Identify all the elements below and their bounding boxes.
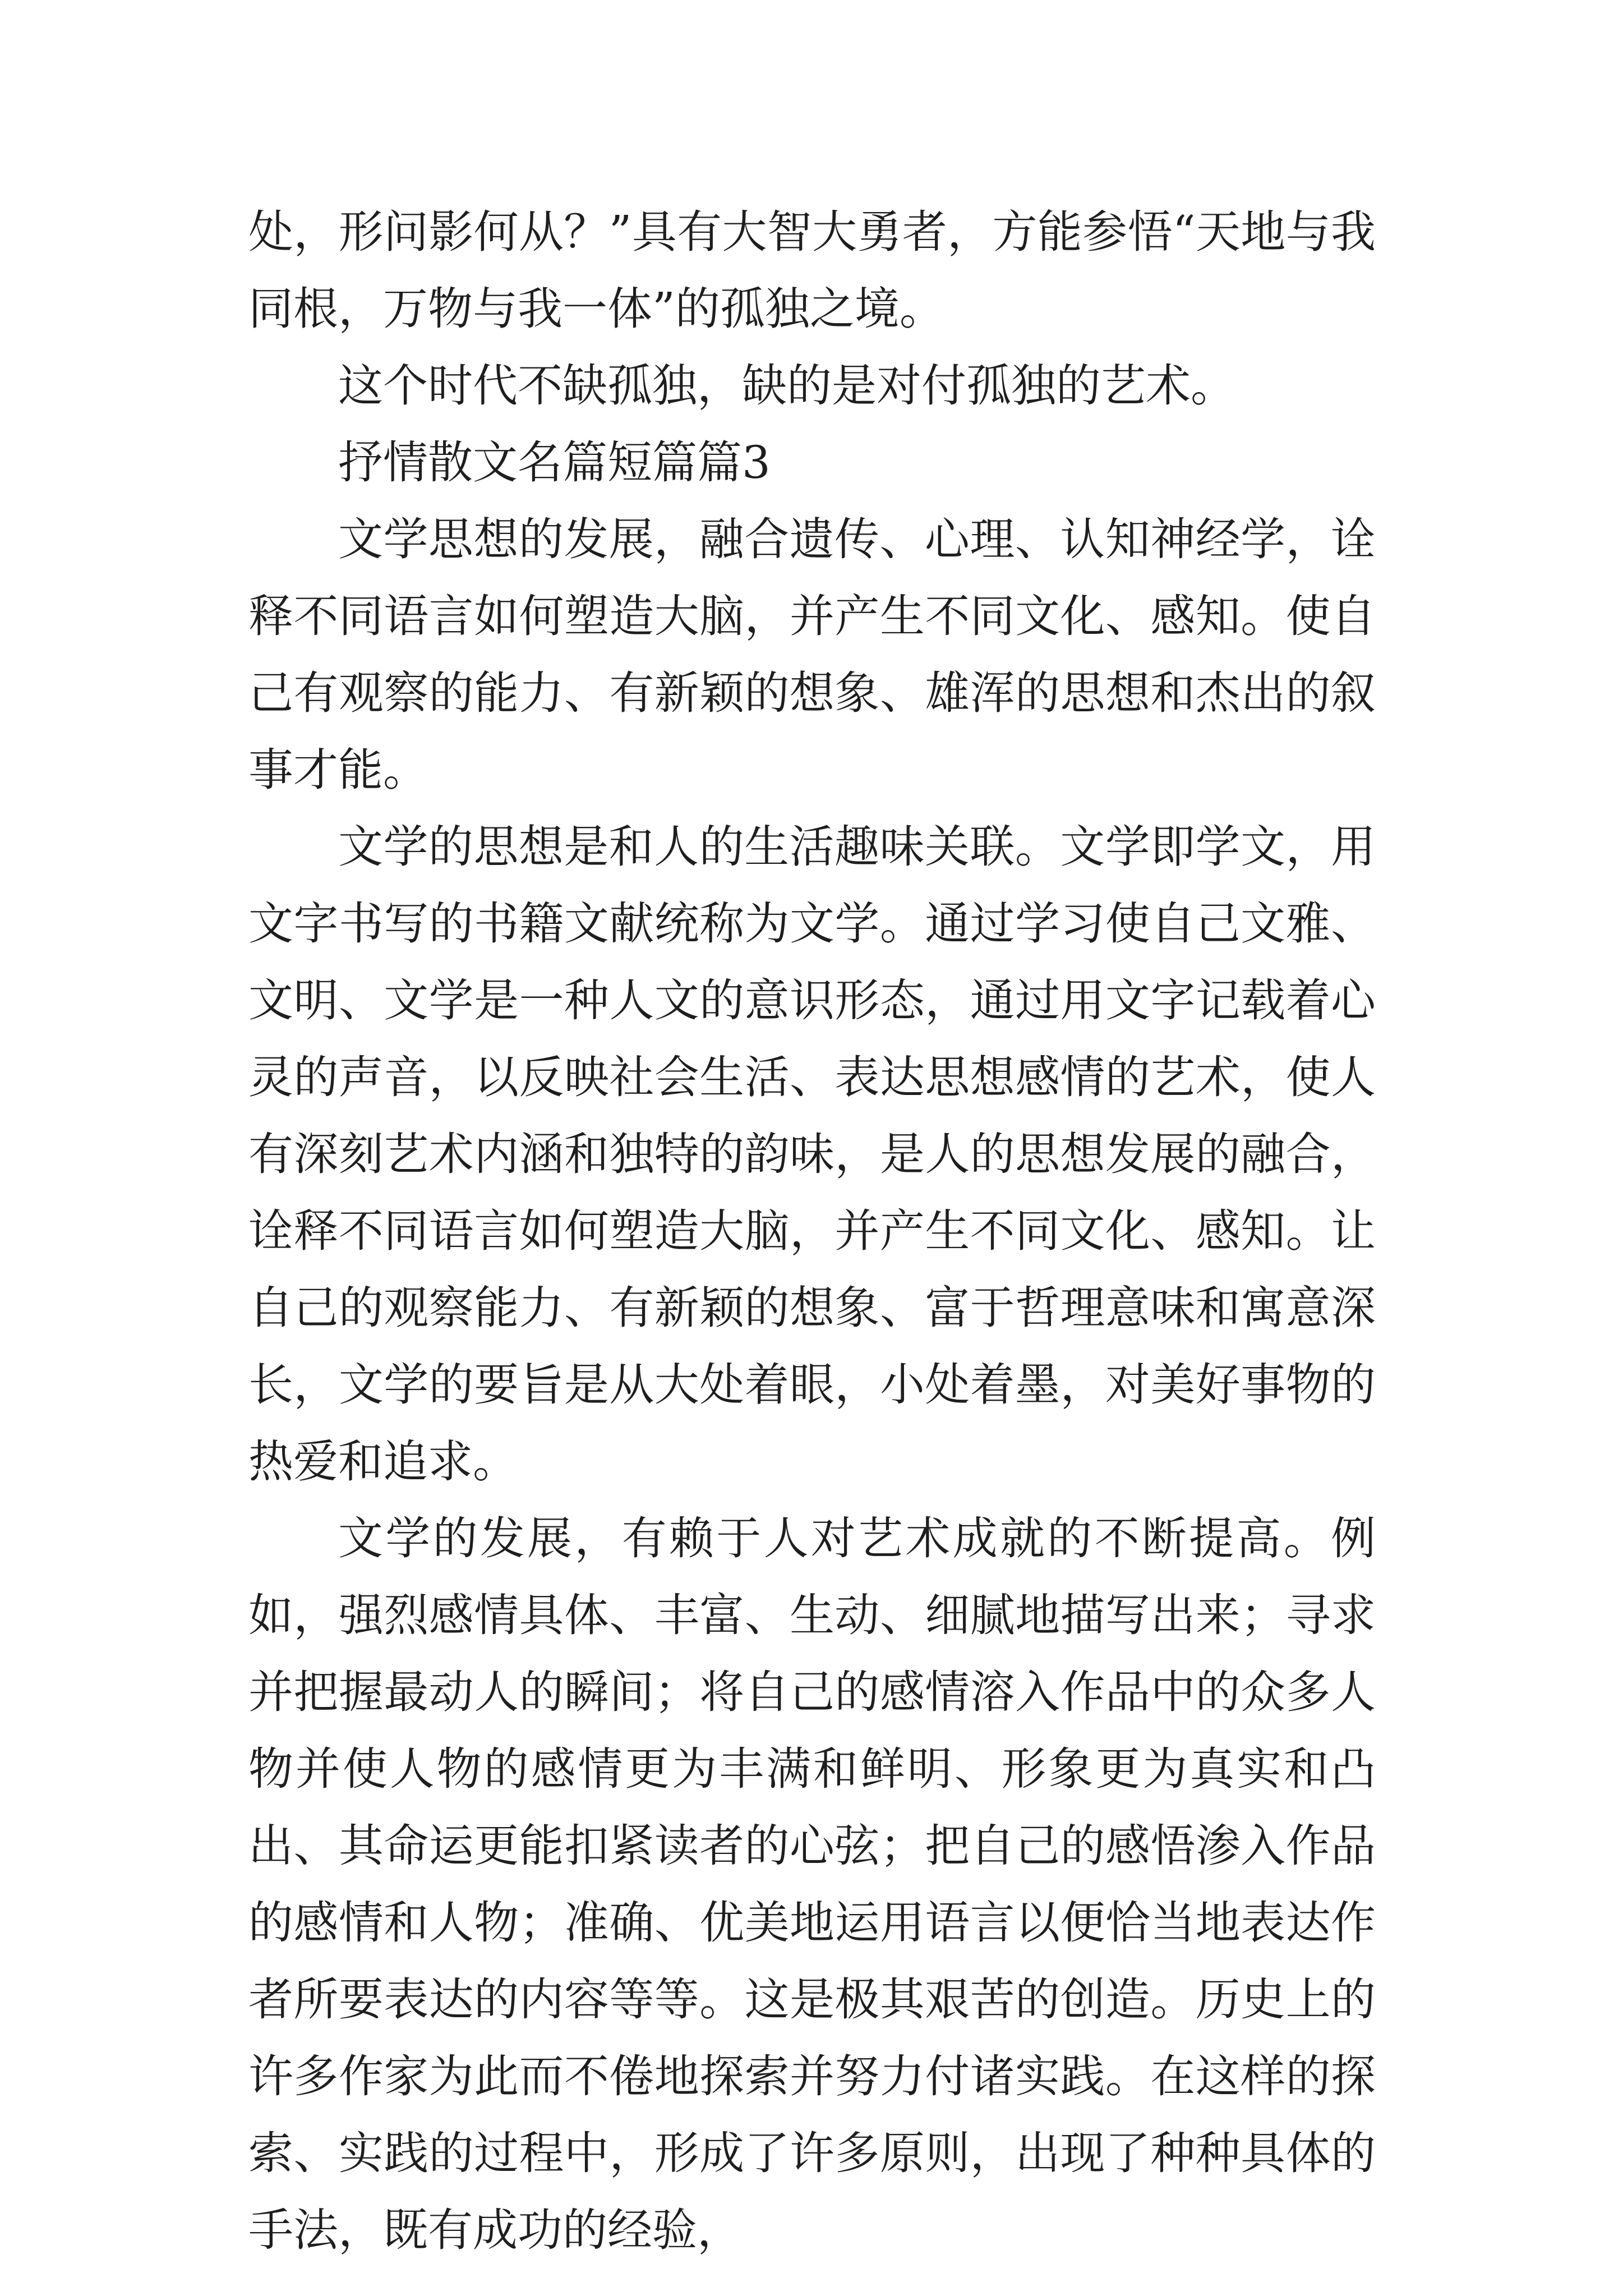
paragraph-continuation: 处，形问影何从？”具有大智大勇者，方能参悟“天地与我同根，万物与我一体”的孤独之境。 <box>248 206 1376 335</box>
paragraph-literary-thought: 文学思想的发展，融合遗传、心理、认知神经学，诠释不同语言如何塑造大脑，并产生不同文化、感知。使自己有观察的能力、有新颖的想象、雄浑的思想和杰出的叙事才能。 <box>248 513 1376 796</box>
paragraph-literature-life: 文学的思想是和人的生活趣味关联。文学即学文，用文字书写的书籍文献统称为文学。通过学习使自己文雅、文明、文学是一种人文的意识形态，通过用文字记载着心灵的声音，以反映社会生活、表达思想感情的艺术，使人有深刻艺术内涵和独特的韵味，是人的思想发展的融合，诠释不同语言如何塑造大脑，并产生不同文化、感知。让自己的观察能力、有新颖的想象、富于哲理意味和寓意深长，文学的要旨是从大处着眼，小处着墨，对美好事物的热爱和追求。 <box>248 821 1376 1488</box>
body-text <box>248 194 1376 2269</box>
paragraph-loneliness-art: 这个时代不缺孤独，缺的是对付孤独的艺术。 <box>338 360 1235 412</box>
section-heading: 抒情散文名篇短篇篇3 <box>338 436 771 489</box>
paragraph-literature-development: 文学的发展，有赖于人对艺术成就的不断提高。例如，强烈感情具体、丰富、生动、细腻地描写出来；寻求并把握最动人的瞬间；将自己的感情溶入作品中的众多人物并使人物的感情更为丰满和鲜明、形象更为真实和凸出、其命运更能扣紧读者的心弦；把自己的感悟渗入作品的感情和人物；准确、优美地运用语言以便恰当地表达作者所要表达的内容等等。这是极其艰苦的创造。历史上的许多作家为此而不倦地探索并努力付诸实践。在这样的探索、实践的过程中，形成了许多原则，出现了种种具体的手法，既有成功的经验， <box>248 1512 1376 2256</box>
